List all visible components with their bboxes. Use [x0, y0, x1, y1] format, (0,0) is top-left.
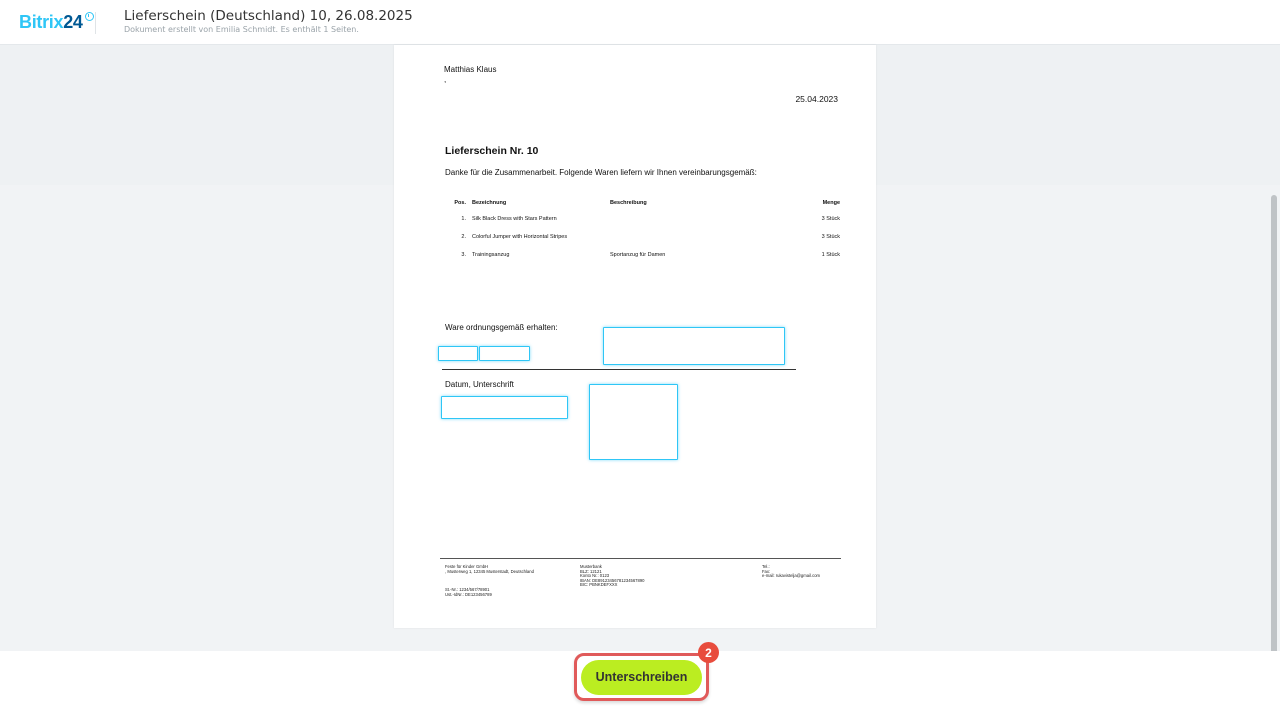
- col-desc-header: Beschreibung: [610, 200, 647, 206]
- document-intro: Danke für die Zusammenarbeit. Folgende Waren liefern wir Ihnen vereinbarungsgemäß:: [445, 168, 757, 177]
- document-page: [394, 45, 876, 628]
- logo-text: Bitrix: [19, 12, 64, 32]
- row-pos: 1.: [461, 216, 466, 222]
- footer-phone: Tel.:: [762, 564, 770, 569]
- table-row: [450, 216, 840, 234]
- table-header-row: [450, 200, 840, 216]
- top-header: [0, 0, 1280, 45]
- row-desc: Sportanzug für Damen: [610, 252, 666, 258]
- footer-bank-name: Musterbank: [580, 564, 602, 569]
- clock-icon: [85, 12, 94, 21]
- date-signature-label: Datum, Unterschrift: [445, 380, 514, 389]
- footer-fax: Fax:: [762, 568, 771, 574]
- stamp-field[interactable]: [589, 384, 678, 460]
- footer-bank: [580, 565, 645, 588]
- footer-bank-blz: BLZ: 12121: [580, 568, 602, 574]
- row-qty: 3 Stück: [821, 234, 840, 240]
- header-divider: [95, 12, 96, 34]
- vertical-scrollbar[interactable]: [1271, 195, 1277, 693]
- signature-field[interactable]: [603, 327, 785, 365]
- footer-company-address: , Musterweg 1, 12345 Musterstadt, Deutschland: [445, 568, 534, 574]
- footer-bank-iban: IBAN: DE89123456781234567890: [580, 577, 645, 583]
- row-name: Trainingsanzug: [472, 252, 510, 258]
- received-label: Ware ordnungsgemäß erhalten:: [445, 323, 558, 332]
- table-row: [450, 252, 840, 270]
- footer-company: [445, 565, 534, 574]
- footer-bank-bic: BIC: PBNKDEFXXX: [580, 582, 618, 588]
- document-heading: Lieferschein Nr. 10: [445, 145, 539, 157]
- document-subtitle: Dokument erstellt von Emilia Schmidt. Es enthält 1 Seiten.: [124, 25, 359, 34]
- name-field[interactable]: [441, 396, 568, 419]
- signature-line: [442, 369, 796, 370]
- footer-bank-account: Konto Nr.: 0123: [580, 573, 610, 579]
- recipient-name: Matthias Klaus: [444, 65, 497, 74]
- logo-number: 24: [63, 12, 83, 32]
- footer-vat-id: Ust.-IdNr.: DE123456789: [445, 591, 492, 597]
- date-field-day[interactable]: [438, 346, 478, 361]
- footer-contact: [762, 565, 820, 579]
- items-table: [450, 200, 840, 270]
- row-pos: 3.: [461, 252, 466, 258]
- step-badge: 2: [698, 642, 719, 663]
- footer-tax-number: St.-Nr.: 1234/567/78901: [445, 587, 490, 592]
- row-qty: 1 Stück: [821, 252, 840, 258]
- footer-email: e-mail: rukavistelja@gmail.com: [762, 573, 821, 579]
- col-name-header: Bezeichnung: [472, 200, 507, 206]
- date-field-month[interactable]: [479, 346, 530, 361]
- sign-button-highlight: [574, 653, 709, 701]
- footer-tax: [445, 588, 492, 597]
- table-row: [450, 234, 840, 252]
- row-pos: 2.: [461, 234, 466, 240]
- col-qty-header: Menge: [822, 200, 840, 206]
- bitrix24-logo[interactable]: [19, 12, 94, 33]
- document-title: Lieferschein (Deutschland) 10, 26.08.2025: [124, 8, 413, 24]
- row-name: Colorful Jumper with Horizontal Stripes: [472, 234, 568, 240]
- footer-company-name: Feste für Kinder GmbH: [445, 564, 489, 569]
- col-pos-header: Pos.: [454, 200, 466, 206]
- row-name: Silk Black Dress with Stars Pattern: [472, 216, 557, 222]
- footer-line: [440, 558, 841, 559]
- row-qty: 3 Stück: [821, 216, 840, 222]
- sign-button[interactable]: Unterschreiben: [581, 660, 702, 695]
- document-date: 25.04.2023: [795, 94, 838, 104]
- recipient-address: ,: [444, 75, 447, 84]
